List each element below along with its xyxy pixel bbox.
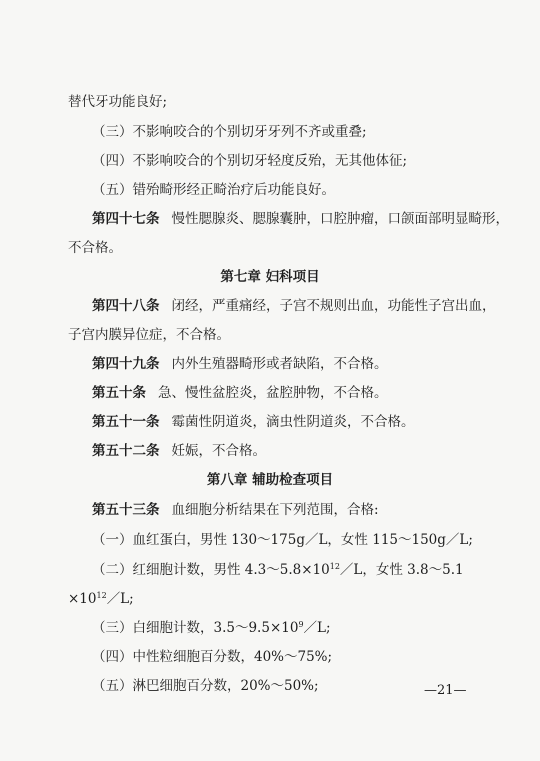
article-label: 第四十八条 <box>92 298 160 314</box>
item-text: ×10 <box>68 591 97 607</box>
text-line: 不合格。 <box>68 240 122 256</box>
article-text: 霉菌性阴道炎，滴虫性阴道炎，不合格。 <box>171 414 415 430</box>
list-item: （四）中性粒细胞百分数，40%～75%; <box>92 649 333 665</box>
article-text: 闭经，严重痛经，子宫不规则出血，功能性子宫出血， <box>171 298 496 314</box>
article-label: 第五十三条 <box>92 502 160 518</box>
article-49 <box>92 354 508 374</box>
article-text: 急、慢性盆腔炎，盆腔肿物，不合格。 <box>158 385 388 401</box>
article-text: 内外生殖器畸形或者缺陷，不合格。 <box>171 356 388 372</box>
text-line: 子宫内膜异位症，不合格。 <box>68 327 230 343</box>
text-line: 替代牙功能良好; <box>68 94 168 110</box>
article-48 <box>92 296 508 316</box>
list-item: （五）错殆畸形经正畸治疗后功能良好。 <box>92 182 335 198</box>
item-text: ／L; <box>106 591 134 607</box>
list-item: （一）血红蛋白，男性 130～175g／L，女性 115～150g／L; <box>92 532 473 548</box>
article-53 <box>92 500 508 520</box>
page-number: —21— <box>424 683 467 698</box>
article-text: 妊娠，不合格。 <box>171 443 266 459</box>
item-text: ／L; <box>303 620 331 636</box>
list-item: （三）不影响咬合的个别切牙牙列不齐或重叠; <box>92 124 367 140</box>
article-50 <box>92 383 508 403</box>
item-text: ／L，女性 3.8～5.1 <box>339 562 464 578</box>
chapter-heading: 第七章 妇科项目 <box>220 269 320 285</box>
text-line <box>68 589 508 609</box>
exponent: 12 <box>329 562 340 571</box>
article-51 <box>92 412 508 432</box>
article-label: 第四十九条 <box>92 356 160 372</box>
list-item: （四）不影响咬合的个别切牙轻度反殆，无其他体征; <box>92 153 408 169</box>
article-label: 第五十一条 <box>92 414 160 430</box>
list-item <box>92 618 508 638</box>
article-label: 第四十七条 <box>92 211 160 227</box>
article-47 <box>92 209 508 229</box>
item-text: （三）白细胞计数，3.5～9.5×10 <box>92 620 299 636</box>
article-label: 第五十条 <box>92 385 146 401</box>
article-text: 慢性腮腺炎、腮腺囊肿，口腔肿瘤，口颌面部明显畸形， <box>171 211 509 227</box>
article-label: 第五十二条 <box>92 443 160 459</box>
list-item <box>92 560 508 580</box>
exponent: 12 <box>96 591 107 600</box>
article-52 <box>92 441 508 461</box>
item-text: （二）红细胞计数，男性 4.3～5.8×10 <box>92 562 330 578</box>
article-text: 血细胞分析结果在下列范围，合格: <box>171 502 379 518</box>
list-item: （五）淋巴细胞百分数，20%～50%; <box>92 678 319 694</box>
exponent: 9 <box>298 620 304 629</box>
chapter-heading: 第八章 辅助检查项目 <box>206 472 334 488</box>
